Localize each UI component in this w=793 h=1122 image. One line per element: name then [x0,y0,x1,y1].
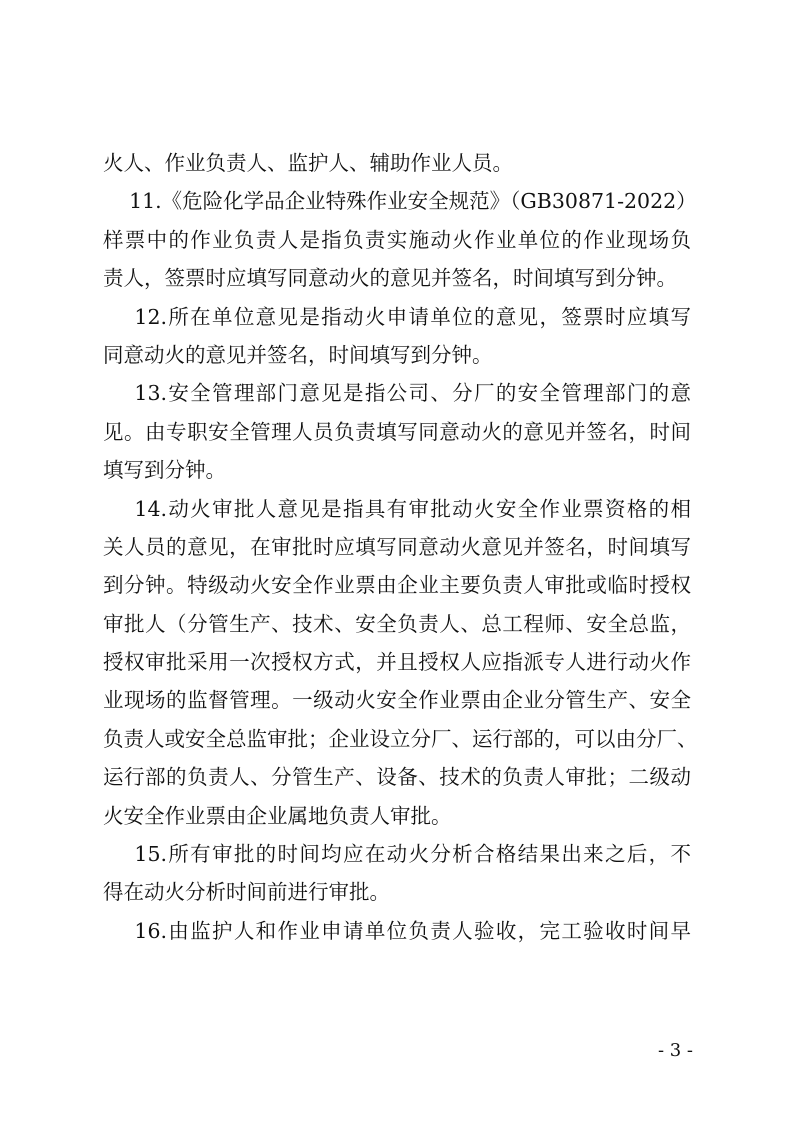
text-line: 负责人或安全总监审批；企业设立分厂、运行部的，可以由分厂、 [103,726,698,751]
text-line: 15.所有审批的时间均应在动火分析合格结果出来之后，不 [103,842,691,867]
page-number: - 3 - [657,1040,693,1061]
text-line: 责人，签票时应填写同意动火的意见并签名，时间填写到分钟。 [103,266,677,291]
text-line: 样票中的作业负责人是指负责实施动火作业单位的作业现场负 [103,227,691,252]
text-line: 火安全作业票由企业属地负责人审批。 [103,803,452,828]
text-line: 16.由监护人和作业申请单位负责人验收，完工验收时间早 [103,918,691,943]
text-line: 业现场的监督管理。一级动火安全作业票由企业分管生产、安全 [103,688,691,713]
text-line: 13.安全管理部门意见是指公司、分厂的安全管理部门的意 [103,381,691,406]
text-line: 审批人（分管生产、技术、安全负责人、总工程师、安全总监， [103,611,691,636]
text-line: 关人员的意见，在审批时应填写同意动火意见并签名，时间填写 [103,534,691,559]
text-line: 11.《危险化学品企业特殊作业安全规范》（GB30871-2022） [103,189,697,214]
text-line: 运行部的负责人、分管生产、设备、技术的负责人审批；二级动 [103,765,691,790]
text-line: 14.动火审批人意见是指具有审批动火安全作业票资格的相 [103,496,691,521]
text-line: 填写到分钟。 [103,458,226,483]
text-line: 火人、作业负责人、监护人、辅助作业人员。 [103,151,513,175]
text-line: 到分钟。特级动火安全作业票由企业主要负责人审批或临时授权 [103,573,691,598]
text-line: 12.所在单位意见是指动火申请单位的意见，签票时应填写 [103,304,691,329]
text-line: 同意动火的意见并签名，时间填写到分钟。 [103,342,493,367]
text-line: 授权审批采用一次授权方式，并且授权人应指派专人进行动火作 [103,650,691,675]
text-line: 得在动火分析时间前进行审批。 [103,880,390,905]
body-text [103,144,698,950]
text-line: 见。由专职安全管理人员负责填写同意动火的意见并签名，时间 [103,419,691,444]
